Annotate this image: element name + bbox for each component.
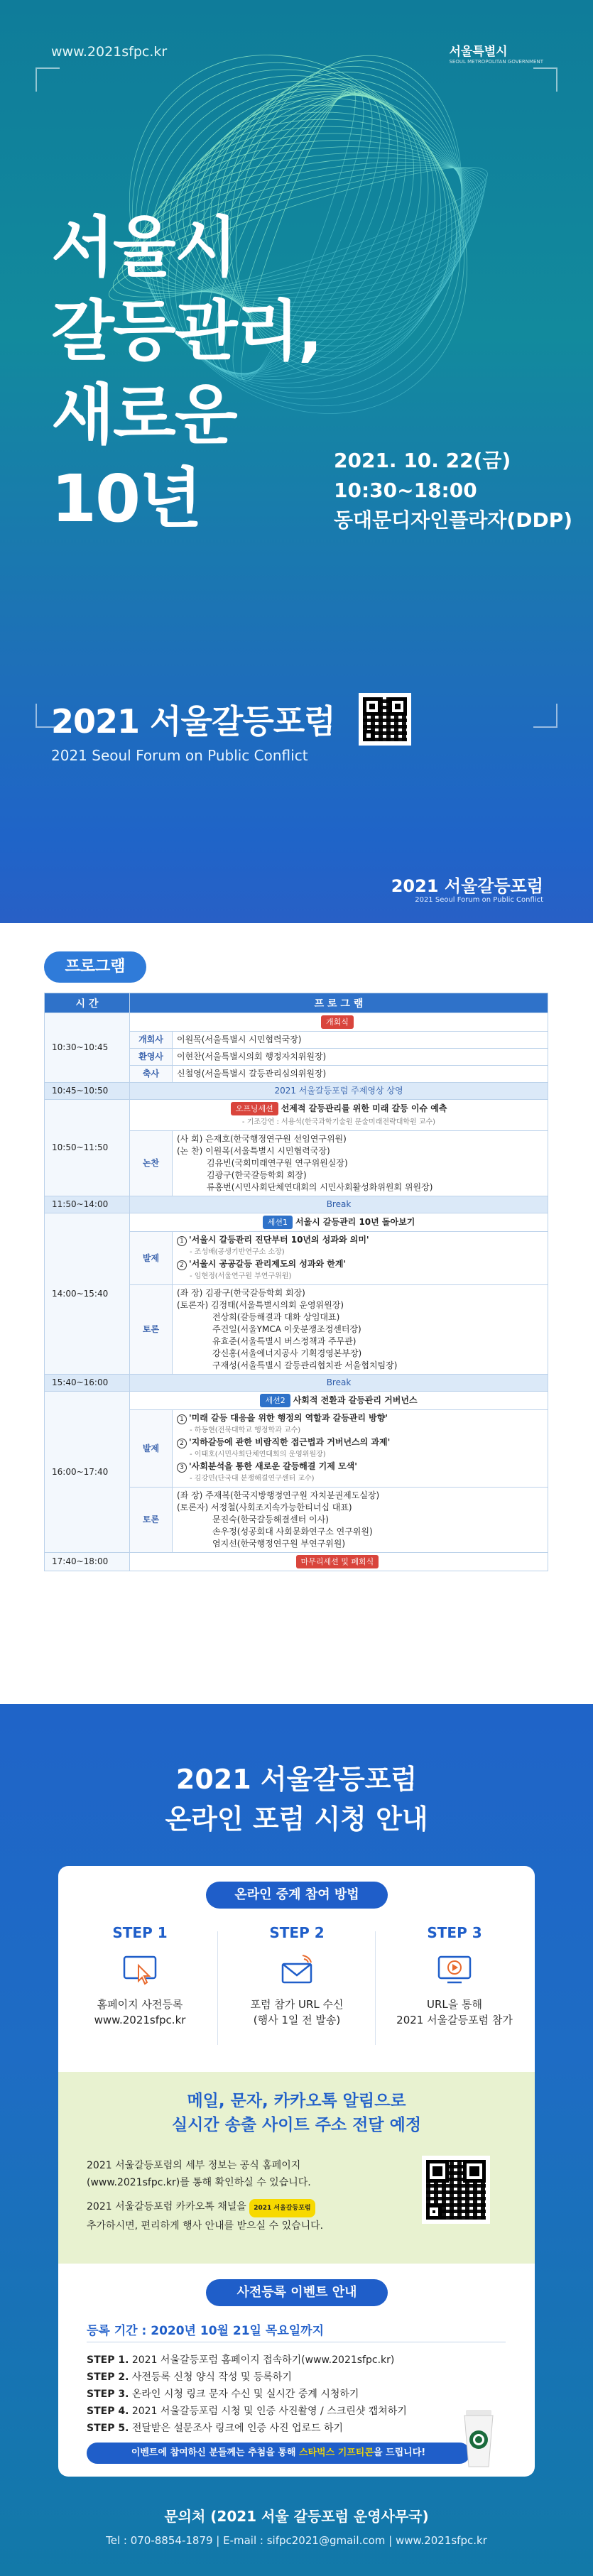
hero-banner: [0, 0, 593, 838]
speaker-line: 전상희(갈등해결과 대화 상임대표): [212, 1312, 340, 1322]
presentation-title: '서울시 공공갈등 관리제도의 성과와 한계': [189, 1259, 347, 1269]
info-title-line: 2021 서울갈등포럼: [175, 1764, 418, 1795]
event-step-text: 전달받은 설문조사 링크에 인증 사진 업로드 하기: [131, 2423, 344, 2434]
event-step-label: STEP 4.: [87, 2406, 129, 2417]
table-row: [45, 1100, 548, 1131]
table-row: [45, 1375, 548, 1392]
qr-code[interactable]: [422, 2156, 490, 2224]
event-step-label: STEP 3.: [87, 2389, 129, 2400]
time-cell: 10:50~11:50: [45, 1100, 130, 1196]
notice-line: 2021 서울갈등포럼의 세부 정보는 공식 홈페이지: [87, 2160, 301, 2171]
speaker-line: (논 찬) 이원목(서울특별시 시민협력국장): [177, 1146, 330, 1156]
title-line: 10년: [51, 461, 201, 537]
number-badge: 2: [177, 1439, 187, 1448]
forum-band: [0, 838, 593, 923]
table-row: [45, 1013, 548, 1032]
step-text: 포럼 참가 URL 수신: [250, 1998, 344, 2011]
cursor-icon: [120, 1953, 160, 1987]
role-cell: 개회사: [130, 1032, 173, 1049]
gift-text: 을 드립니다!: [373, 2447, 426, 2458]
closing-tag: 마무리세션 및 폐회식: [296, 1555, 379, 1568]
event-info: [334, 446, 572, 535]
keynote-speaker: - 기조강연 : 서용석(한국과학기술원 문술미래전략대학원 교수): [241, 1118, 436, 1126]
program-cell: [173, 1131, 548, 1196]
program-section: [0, 923, 593, 1704]
program-title: 프로그램: [44, 951, 146, 983]
step-divider: [375, 1931, 376, 2045]
step-text: (행사 1일 전 발송): [253, 2014, 341, 2026]
time-cell: 14:00~15:40: [45, 1213, 130, 1375]
session-cell: [130, 1213, 548, 1232]
session-title: 서울시 갈등관리 10년 돌아보기: [295, 1217, 415, 1227]
notice-line: 2021 서울갈등포럼 카카오톡 채널을: [87, 2201, 246, 2212]
closing-cell: [130, 1553, 548, 1571]
event-steps: [87, 2352, 407, 2437]
event-step: [87, 2369, 407, 2386]
opening-cell: [130, 1013, 548, 1032]
presenter: - 이태호(시민사회단체연대회의 운영위원장): [190, 1451, 326, 1458]
presenter: - 김강민(단국대 분쟁해결연구센터 교수): [190, 1475, 315, 1483]
event-step-text: 사전등록 신청 양식 작성 및 등록하기: [131, 2372, 292, 2383]
presentation-title: '사회분석을 통한 새로운 갈등해결 기제 모색': [189, 1461, 357, 1471]
program-cell: [173, 1410, 548, 1488]
qr-code[interactable]: [359, 693, 411, 746]
notice-headline-line: 메일, 문자, 카카오톡 알림으로: [187, 2092, 406, 2110]
speaker-line: (토론자) 김정태(서울특별시의회 운영위원장): [177, 1300, 344, 1310]
table-header: [45, 993, 548, 1013]
speaker-line: 염지선(한국행정연구원 부연구위원): [212, 1539, 346, 1549]
event-step: [87, 2352, 407, 2369]
event-step-label: STEP 2.: [87, 2372, 129, 2383]
speaker-line: 문진숙(한국갈등해결센터 이사): [212, 1515, 329, 1524]
step-label: STEP 2: [269, 1924, 325, 1941]
role-cell: 발제: [130, 1232, 173, 1285]
presentation-title: '지하갈등에 관한 비람직한 접근법과 거버넌스의 과제': [189, 1437, 391, 1447]
break-cell: Break: [130, 1375, 548, 1392]
speaker-line: 구재성(서울특별시 갈등관리협치관 서울협치팀장): [212, 1360, 398, 1370]
event-step: [87, 2403, 407, 2420]
step-1: [62, 1924, 218, 2028]
notice-line: 추가하시면, 편리하게 행사 안내를 받으실 수 있습니다.: [87, 2220, 324, 2232]
play-icon: [435, 1953, 474, 1987]
number-badge: 1: [177, 1414, 187, 1424]
break-cell: Break: [130, 1196, 548, 1213]
program-cell: [173, 1232, 548, 1285]
speaker-line: 손우정(성공회대 사회문화연구소 연구위원): [212, 1527, 373, 1537]
speaker-line: 유효준(서울특별시 버스정책과 주무관): [212, 1336, 357, 1346]
title-line: 새로운: [51, 377, 236, 453]
event-time: 10:30~18:00: [334, 479, 477, 502]
time-cell: 17:40~18:00: [45, 1553, 130, 1571]
coffee-cup-icon: [456, 2408, 501, 2468]
speaker-line: (좌 장) 김광구(한국갈등학회 회장): [177, 1288, 305, 1298]
notice-line: (www.2021sfpc.kr)를 통해 확인하실 수 있습니다.: [87, 2177, 311, 2188]
event-step-label: STEP 1.: [87, 2354, 129, 2366]
band-forum-english: 2021 Seoul Forum on Public Conflict: [415, 896, 543, 904]
keynote-tag: 오프닝세션: [231, 1102, 278, 1115]
session-tag: 세션2: [260, 1394, 290, 1407]
role-cell: 축사: [130, 1066, 173, 1083]
table-row: [45, 1392, 548, 1410]
program-cell: 이원목(서울특별시 시민협력국장): [173, 1032, 548, 1049]
method-pill: 온라인 중계 참여 방법: [206, 1882, 388, 1909]
event-pill: 사전등록 이벤트 안내: [206, 2279, 388, 2306]
step-label: STEP 3: [427, 1924, 482, 1941]
notice-box: [58, 2072, 535, 2264]
step-2: [219, 1924, 375, 2028]
step-3: [376, 1924, 533, 2028]
notice-headline: [58, 2089, 535, 2137]
session-title: 사회적 전환과 갈등관리 거버넌스: [293, 1395, 418, 1405]
speaker-line: 김광구(한국갈등학회 회장): [207, 1170, 307, 1180]
event-step: [87, 2386, 407, 2403]
number-badge: 3: [177, 1463, 187, 1473]
time-cell: 11:50~14:00: [45, 1196, 130, 1213]
opening-tag: 개회식: [321, 1015, 354, 1029]
contact-title: 문의처 (2021 서울 갈등포럼 운영사무국): [164, 2508, 429, 2525]
step-text: 홈페이지 사전등록: [97, 1998, 183, 2011]
number-badge: 2: [177, 1260, 187, 1270]
time-cell: 10:45~10:50: [45, 1083, 130, 1100]
speaker-line: 강신홍(서울에너지공사 기획경영본부장): [212, 1348, 362, 1358]
keynote-title: 선제적 갈등관리를 위한 미래 갈등 이슈 예측: [281, 1103, 447, 1113]
speaker-line: 류홍번(시민사회단체연대회의 시민사회활성화위원회 위원장): [207, 1182, 433, 1192]
step-text: 2021 서울갈등포럼 참가: [396, 2014, 513, 2026]
event-step-text: 온라인 시청 링크 문자 수신 및 실시간 중계 시청하기: [131, 2389, 359, 2400]
event-step-label: STEP 5.: [87, 2423, 129, 2434]
gift-highlight: 스타벅스 기프티콘: [298, 2447, 374, 2458]
steps-row: [58, 1924, 535, 2066]
contact-details[interactable]: Tel : 070-8854-1879 | E-mail : sifpc2021@gmail.com | www.2021sfpc.kr: [106, 2534, 487, 2547]
program-cell: [173, 1488, 548, 1553]
mail-icon: [277, 1953, 317, 1987]
seoul-logo: [449, 41, 543, 65]
step-text: URL을 통해: [427, 1998, 482, 2011]
role-cell: 환영사: [130, 1049, 173, 1066]
contact-info: [0, 2505, 593, 2547]
info-title: [0, 1759, 593, 1839]
role-cell: 논찬: [130, 1131, 173, 1196]
speaker-line: 주건일(서울YMCA 이웃분쟁조정센터장): [212, 1324, 361, 1334]
number-badge: 1: [177, 1236, 187, 1246]
speaker-line: (토론자) 서정철(사회조지속가능한티너십 대표): [177, 1502, 352, 1512]
notice-text: [87, 2157, 399, 2234]
event-step-text: 2021 서울갈등포럼 시청 및 인증 사진촬영 / 스크린샷 캡쳐하기: [131, 2406, 407, 2417]
step-divider: [217, 1931, 218, 2045]
event-step-text: 2021 서울갈등포럼 홈페이지 접속하기(www.2021sfpc.kr): [131, 2354, 395, 2366]
program-table: [44, 993, 548, 1571]
table-row: [45, 1083, 548, 1100]
col-program: 프 로 그 램: [130, 993, 548, 1013]
keynote-cell: [130, 1100, 548, 1131]
kakao-channel-badge[interactable]: 2021 서울갈등포럼: [249, 2199, 315, 2217]
speaker-line: 김유빈(국회미래연구원 연구위원실장): [207, 1158, 348, 1168]
info-title-line: 온라인 포럼 시청 안내: [165, 1803, 428, 1835]
title-line: 갈등관리,: [51, 293, 322, 369]
presenter: - 조성배(공생기반연구소 소장): [190, 1248, 285, 1256]
program-cell: 이현찬(서울특별시의회 행정자치위원장): [173, 1049, 548, 1066]
time-cell: 15:40~16:00: [45, 1375, 130, 1392]
table-row: [45, 1213, 548, 1232]
session-cell: [130, 1392, 548, 1410]
forum-name-korean: 2021 서울갈등포럼: [51, 702, 335, 741]
event-date: 2021. 10. 22(금): [334, 449, 511, 472]
info-card: [58, 1866, 535, 2477]
presentation-title: '미래 갈등 대응을 위한 행정의 역할과 갈등관리 방향': [189, 1413, 388, 1423]
time-cell: 16:00~17:40: [45, 1392, 130, 1553]
speaker-line: (좌 장) 주재복(한국지방행정연구원 자치분권제도실장): [177, 1490, 380, 1500]
session-tag: 세션1: [263, 1216, 293, 1229]
presentation-title: '서울시 갈등관리 진단부터 10년의 성과와 의미': [189, 1235, 369, 1245]
event-venue: 동대문디자인플라자(DDP): [334, 508, 573, 532]
role-cell: 발제: [130, 1410, 173, 1488]
title-line: 서울시: [51, 209, 236, 285]
video-cell: 2021 서울갈등포럼 주제영상 상영: [130, 1083, 548, 1100]
notice-headline-line: 실시간 송출 사이트 주소 전달 예정: [171, 2116, 422, 2134]
gift-text: 이벤트에 참여하신 분들께는 추첨을 통해: [131, 2447, 299, 2458]
presenter: - 하동현(전북대학교 행정학과 교수): [190, 1426, 301, 1434]
program-cell: 신철영(서울특별시 갈등관리심의위원장): [173, 1066, 548, 1083]
time-cell: 10:30~10:45: [45, 1013, 130, 1083]
main-title: [51, 206, 321, 541]
role-cell: 토론: [130, 1488, 173, 1553]
program-cell: [173, 1285, 548, 1375]
forum-name-english: 2021 Seoul Forum on Public Conflict: [51, 747, 308, 764]
col-time: 시 간: [45, 993, 130, 1013]
logo-subtext: SEOUL METROPOLITAN GOVERNMENT: [449, 59, 543, 65]
band-forum-korean: 2021 서울갈등포럼: [391, 876, 543, 896]
event-step: [87, 2420, 407, 2437]
logo-text: 서울특별시: [449, 45, 508, 59]
site-url[interactable]: www.2021sfpc.kr: [51, 44, 168, 60]
event-period: 등록 기간 : 2020년 10월 21일 목요일까지: [87, 2324, 325, 2338]
presenter: - 임현정(서울연구원 부연구위원): [190, 1272, 292, 1280]
step-label: STEP 1: [112, 1924, 168, 1941]
table-row: [45, 1196, 548, 1213]
step-text[interactable]: www.2021sfpc.kr: [94, 2014, 186, 2026]
speaker-line: (사 회) 은재호(한국행정연구원 선임연구위원): [177, 1134, 347, 1144]
gift-banner: [87, 2443, 470, 2464]
online-info-section: [0, 1704, 593, 2576]
table-row: [45, 1553, 548, 1571]
role-cell: 토론: [130, 1285, 173, 1375]
